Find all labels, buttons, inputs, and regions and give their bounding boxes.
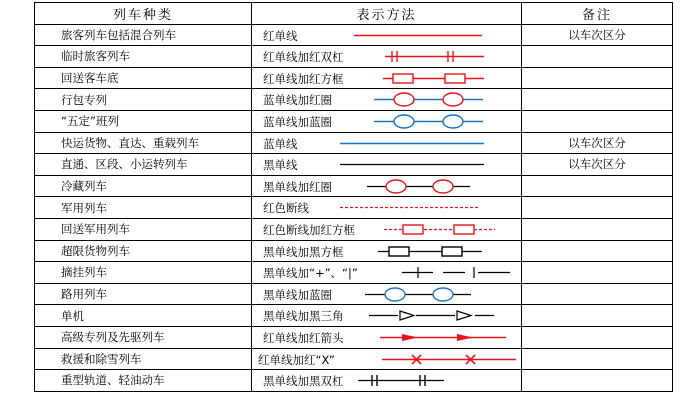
train-type: “五定”班列 — [35, 110, 252, 132]
train-type: 路用列车 — [35, 283, 252, 305]
blue-line-symbol — [252, 133, 522, 154]
method-cell — [252, 348, 522, 370]
red-line-symbol — [252, 25, 522, 46]
table-row — [35, 240, 673, 262]
method-cell — [252, 305, 522, 327]
blue-line-blue-circle-symbol — [252, 111, 522, 132]
train-type: 救援和除雪列车 — [35, 348, 252, 370]
table-row — [35, 67, 673, 89]
black-triangle-symbol — [252, 305, 522, 326]
method-text: 蓝单线 — [263, 136, 298, 151]
black-double-bar-symbol — [252, 370, 522, 391]
train-type: 高级专列及先驱列车 — [35, 326, 252, 348]
note — [522, 89, 673, 111]
table-row — [35, 154, 673, 176]
red-x-symbol — [252, 349, 522, 370]
method-text: 黑单线加“+”、“|” — [263, 266, 358, 281]
method-cell — [252, 370, 522, 392]
table-row — [35, 46, 673, 68]
method-text: 蓝单线加蓝圈 — [263, 114, 332, 129]
table-row — [35, 262, 673, 284]
train-type: 快运货物、直达、重载列车 — [35, 132, 252, 154]
method-cell — [252, 175, 522, 197]
method-text: 黑单线加黑方框 — [263, 244, 344, 259]
train-type: 回送客车底 — [35, 67, 252, 89]
table-row — [35, 110, 673, 132]
note — [522, 370, 673, 392]
note — [522, 175, 673, 197]
header-method: 表示方法 — [252, 3, 522, 25]
train-legend-table — [34, 2, 673, 392]
method-cell — [252, 132, 522, 154]
train-type: 旅客列车包括混合列车 — [35, 24, 252, 46]
method-text: 红单线加红方框 — [263, 71, 344, 86]
header-row — [35, 3, 673, 25]
method-cell — [252, 283, 522, 305]
table-row — [35, 24, 673, 46]
table-row — [35, 175, 673, 197]
method-cell — [252, 46, 522, 68]
header-note: 备注 — [522, 3, 673, 25]
method-cell — [252, 262, 522, 284]
note — [522, 262, 673, 284]
table-row — [35, 283, 673, 305]
method-cell — [252, 67, 522, 89]
note: 以车次区分 — [522, 132, 673, 154]
method-cell — [252, 326, 522, 348]
blue-line-red-circle-symbol — [252, 89, 522, 110]
red-dashed-line-symbol — [252, 197, 522, 218]
method-cell — [252, 89, 522, 111]
note — [522, 326, 673, 348]
method-text: 红单线加红双杠 — [263, 50, 344, 65]
note — [522, 348, 673, 370]
table-row — [35, 326, 673, 348]
table-row — [35, 305, 673, 327]
train-type: 临时旅客列车 — [35, 46, 252, 68]
note — [522, 218, 673, 240]
method-cell — [252, 218, 522, 240]
note — [522, 240, 673, 262]
method-cell — [252, 240, 522, 262]
black-line-symbol — [252, 154, 522, 175]
train-type: 单机 — [35, 305, 252, 327]
train-type: 冷藏列车 — [35, 175, 252, 197]
table-row — [35, 197, 673, 219]
red-dashed-box-symbol — [252, 219, 522, 240]
method-text: 黑单线加黑双杠 — [263, 374, 344, 389]
note — [522, 197, 673, 219]
note — [522, 110, 673, 132]
note — [522, 46, 673, 68]
black-line-blue-circle-symbol — [252, 284, 522, 305]
red-double-bar-symbol — [252, 46, 522, 67]
table-row — [35, 370, 673, 392]
table-row — [35, 348, 673, 370]
method-cell — [252, 154, 522, 176]
plus-bar-symbol — [252, 262, 522, 283]
note: 以车次区分 — [522, 154, 673, 176]
train-type: 军用列车 — [35, 197, 252, 219]
note — [522, 305, 673, 327]
black-line-red-circle-symbol — [252, 176, 522, 197]
train-type: 重型轨道、轻油动车 — [35, 370, 252, 392]
method-text: 黑单线加蓝圈 — [263, 287, 332, 302]
table-row — [35, 132, 673, 154]
red-box-symbol — [252, 68, 522, 89]
method-cell — [252, 197, 522, 219]
train-type: 回送军用列车 — [35, 218, 252, 240]
method-text: 蓝单线加红圈 — [263, 93, 332, 108]
method-text: 红色断线 — [263, 201, 309, 216]
table-row — [35, 89, 673, 111]
method-text: 红单线加红箭头 — [263, 330, 344, 345]
method-cell — [252, 110, 522, 132]
train-type: 直通、区段、小运转列车 — [35, 154, 252, 176]
note — [522, 67, 673, 89]
note: 以车次区分 — [522, 24, 673, 46]
method-text: 红单线加红“X” — [258, 352, 335, 367]
method-text: 红色断线加红方框 — [263, 222, 355, 237]
header-type: 列车种类 — [35, 3, 252, 25]
method-cell — [252, 24, 522, 46]
note — [522, 283, 673, 305]
method-text: 红单线 — [263, 28, 298, 43]
method-text: 黑单线加黑三角 — [263, 309, 344, 324]
black-box-symbol — [252, 241, 522, 262]
method-text: 黑单线 — [263, 158, 298, 173]
method-text: 黑单线加红圈 — [263, 179, 332, 194]
table-row — [35, 218, 673, 240]
train-type: 行包专列 — [35, 89, 252, 111]
red-arrow-symbol — [252, 327, 522, 348]
train-type: 超限货物列车 — [35, 240, 252, 262]
train-type: 摘挂列车 — [35, 262, 252, 284]
